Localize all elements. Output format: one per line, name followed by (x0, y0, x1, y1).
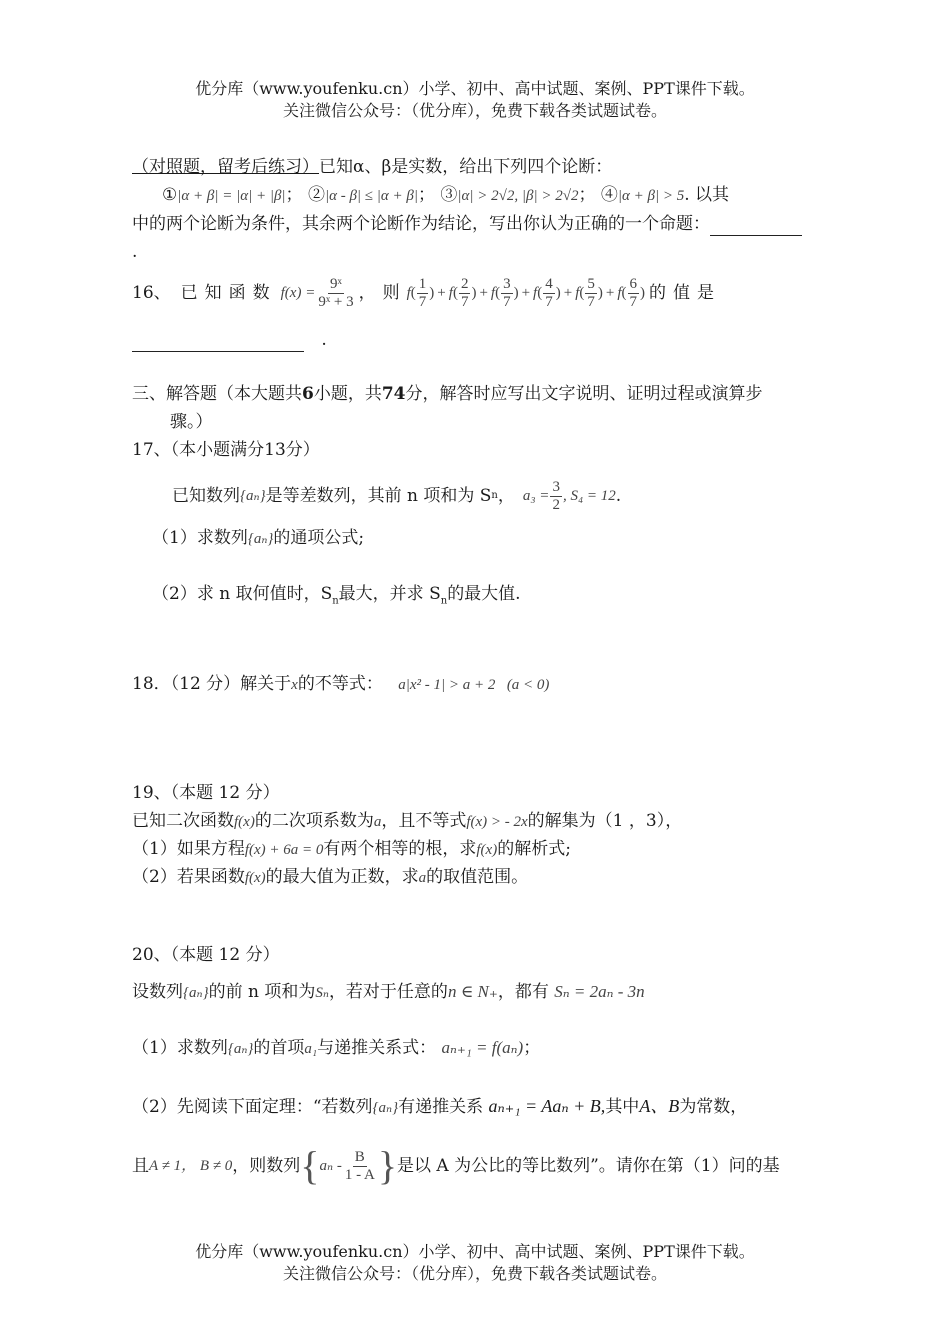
q18-condition: (a < 0) (506, 677, 550, 693)
page-footer (0, 1241, 950, 1285)
q16-tail: 的值是 (649, 283, 721, 303)
q16-term-numerator: 4 (545, 275, 553, 292)
q16-term-fraction (585, 276, 597, 311)
q17-stmt-b: 是等差数列，其前 n 项和为 S (265, 486, 492, 506)
q19-l1-a: 已知二次函数 (132, 811, 234, 831)
q16-line-2 (132, 328, 884, 352)
left-brace-icon: { (300, 1143, 320, 1188)
q16-number: 16、 (132, 283, 171, 303)
q17-p2-a: （2）求 n 取何值时，S (152, 584, 333, 604)
q15-line-2 (132, 183, 884, 208)
q19-l3-a-var: a (418, 870, 427, 886)
q18-b: 的不等式： (297, 674, 383, 694)
q16-term-denominator: 7 (545, 293, 553, 310)
q17-a3-numerator: 3 (552, 478, 560, 495)
q20-l4-b: ，则数列 (232, 1156, 301, 1176)
right-brace-icon: } (377, 1143, 398, 1188)
q16-term-numerator: 6 (629, 275, 637, 292)
q16-term-function: f (617, 285, 622, 301)
q18-variable: x (291, 677, 298, 693)
q16-term-close-paren: ) (555, 285, 561, 301)
q15-statement-4-number: ④ (600, 185, 618, 205)
q15-sep-3: ； (578, 185, 596, 205)
q16-term-fraction (501, 276, 513, 311)
q16-term-denominator: 7 (418, 293, 427, 310)
q20-l2-d: ； (523, 1038, 541, 1058)
q17-s4: , S₄ = 12 (562, 488, 616, 504)
q17-a3-denominator: 2 (552, 496, 560, 513)
q16-term-close-paren: ) (471, 285, 477, 301)
q20-line-1 (132, 980, 884, 1005)
q15-sep-1: ； (285, 185, 303, 205)
q16-term-close-paren: ) (429, 285, 435, 301)
q19-a: a (373, 814, 382, 830)
q20-constants: A、B (639, 1096, 680, 1116)
q16-term-open-paren: ( (452, 285, 458, 301)
q15-answer-blank (710, 215, 802, 236)
q19-l3-fx: f(x) (244, 870, 266, 886)
q15-statement-2-number: ② (307, 185, 325, 205)
header-line-1: 优分库（www.youfenku.cn）小学、初中、高中试题、案例、PPT课件下载。 (195, 79, 755, 98)
q16-plus-sign: + (563, 285, 573, 301)
q15-statement-3: |α| > 2√2, |β| > 2√2 (457, 188, 579, 204)
q20-nset: n ∈ N₊ (447, 982, 498, 1001)
q19-line-1 (132, 809, 884, 834)
q15-intro: 已知α、β是实数，给出下列四个论断： (319, 157, 613, 177)
q20-l2-sequence: {aₙ} (227, 1041, 254, 1057)
section3-points: 74 (381, 384, 406, 404)
q20-l1-d: ，都有 (497, 982, 549, 1002)
q17-stmt-a: 已知数列 (172, 486, 240, 506)
q19-l3-a: （2）若果函数 (132, 867, 245, 887)
header-line-2: 关注微信公众号：（优分库），免费下载各类试题试卷。 (282, 101, 667, 120)
q16-term-fraction (628, 276, 640, 311)
q17-sequence: {aₙ} (240, 488, 266, 504)
q15-statement-1-number: ① (162, 185, 178, 205)
q19-line-2 (132, 837, 884, 862)
q16-lead: 已知函数 (180, 283, 277, 303)
q17-a3: a₃ = (522, 488, 550, 504)
q19-equation: f(x) + 6a = 0 (244, 842, 324, 858)
q20-an-minus: aₙ - (319, 1158, 342, 1174)
q15-statement-3-number: ③ (440, 185, 458, 205)
footer-line-2: 关注微信公众号：（优分库），免费下载各类试题试卷。 (282, 1264, 667, 1283)
q20-l3-a: （2）先阅读下面定理：“若数列 (132, 1097, 373, 1117)
q17-part-1 (132, 526, 884, 551)
q18-inequality: a|x² - 1| > a + 2 (398, 677, 496, 693)
q18-a: 18．（12 分）解关于 (132, 674, 292, 694)
section3-count: 6 (302, 384, 314, 404)
q16-plus-sign: + (479, 285, 488, 301)
q15-statement-2: |α - β| ≤ |α + β| (324, 188, 418, 204)
q20-l2-c: 与递推关系式： (317, 1038, 437, 1058)
q20-l3-d: 为常数， (679, 1097, 748, 1117)
q19-l1-b: 的二次项系数为 (254, 811, 374, 831)
q16-term-numerator: 1 (418, 275, 427, 292)
q16-fraction-numerator: 9ˣ (330, 275, 342, 292)
q16-end: . (321, 330, 327, 350)
q15-tail: . 以其 (684, 185, 730, 205)
q16-term-fraction (543, 276, 555, 311)
q15-line-1 (132, 155, 884, 179)
q16-term-open-paren: ( (621, 285, 627, 301)
q15-sep-2: ； (418, 185, 435, 205)
q19-fx: f(x) (234, 814, 255, 830)
q15-statement-4: |α + β| > 5 (617, 188, 685, 204)
q19-l3-c: 的取值范围。 (426, 867, 529, 887)
q16-term-function: f (406, 285, 411, 301)
q16-term-function: f (448, 285, 453, 301)
q16-term-open-paren: ( (495, 285, 501, 301)
q15-statement-1: |α + β| = |α| + |β| (177, 188, 286, 204)
q16-term-open-paren: ( (410, 285, 416, 301)
q17-a3-fraction (550, 479, 562, 514)
q20-sn: Sₙ (315, 985, 329, 1001)
q17-p2-b: 最大，并求 S (338, 584, 441, 604)
q20-sequence: {aₙ} (183, 985, 209, 1001)
q16-term-numerator: 5 (587, 275, 595, 292)
q16-plus-sign: + (521, 285, 531, 301)
q16-term-denominator: 7 (460, 293, 469, 310)
q19-l1-d: 的解集为（1 ，3）， (527, 811, 683, 831)
q19-l2-b: 有两个相等的根，求 (323, 839, 477, 859)
q19-l3-b: 的最大值为正数，求 (265, 867, 419, 887)
q17-p1-b: 的通项公式; (273, 528, 365, 548)
q17-p1-a: （1）求数列 (152, 528, 248, 548)
q16-plus-sign: + (437, 285, 446, 301)
q20-l2-b: 的首项 (253, 1038, 305, 1058)
q20-l1-a: 设数列 (132, 982, 183, 1002)
section3-line-1 (132, 382, 884, 406)
q20-l4-a: 且 (132, 1156, 149, 1176)
q16-term-close-paren: ) (640, 285, 645, 301)
q20-theorem-relation: aₙ₊₁ = Aaₙ + B, (488, 1096, 606, 1116)
q20-l4-c: 是以 A 为公比的等比数列”。请你在第（1）问的基 (397, 1156, 780, 1176)
q19-l2-fx: f(x) (476, 842, 498, 858)
q20-line-4 (132, 1142, 884, 1190)
q15-conclusion: 中的两个论断为条件，其余两个论断作为结论，写出你认为正确的一个命题： (132, 214, 710, 234)
q20-title: 20、（本题 12 分） (132, 945, 280, 965)
q16-term-denominator: 7 (629, 293, 637, 310)
q20-l1-b: 的前 n 项和为 (208, 982, 316, 1002)
q16-sum-expression (407, 276, 645, 311)
q20-a1: a₁ (304, 1041, 318, 1057)
q16-term-denominator: 7 (587, 293, 595, 310)
q19-line-3 (132, 865, 884, 890)
q16-term-denominator: 7 (503, 293, 511, 310)
q15-end: . (132, 242, 138, 262)
section3-text-b: 小题，共 (313, 384, 382, 404)
q16-plus-sign: + (605, 285, 615, 301)
q16-line-1 (132, 270, 884, 316)
section3-text-c: 分，解答时应写出文字说明、证明过程或演算步 (405, 384, 763, 404)
q20-l3-c: 其中 (605, 1097, 640, 1117)
q20-l3-sequence: {aₙ} (372, 1100, 399, 1116)
q17-title: 17、（本小题满分13分） (132, 440, 320, 460)
q16-term-function: f (490, 285, 496, 301)
q20-l1-c: ，若对于任意的 (328, 982, 448, 1002)
q20-relation: Sₙ = 2aₙ - 3n (554, 982, 645, 1001)
footer-line-1: 优分库（www.youfenku.cn）小学、初中、高中试题、案例、PPT课件下载。 (195, 1242, 755, 1261)
q20-l2-a: （1）求数列 (132, 1038, 228, 1058)
q16-term-fraction (417, 276, 429, 311)
section3-text-a: 三、解答题（本大题共 (132, 384, 302, 404)
q16-term-close-paren: ) (597, 285, 603, 301)
q20-fraction (343, 1149, 377, 1184)
q16-term-open-paren: ( (579, 285, 585, 301)
q16-mid: ，则 (358, 283, 407, 303)
q19-l2-a: （1）如果方程 (132, 839, 245, 859)
q19-l2-c: 的解析式; (497, 839, 571, 859)
q17-part-2: （2）求 n 取何值时，$S_n$最大，并求 $S_n$的最大值. (152, 584, 521, 607)
q16-term-numerator: 3 (503, 275, 511, 292)
q20-recurrence: aₙ₊₁ = f(aₙ) (441, 1038, 524, 1057)
q15-tag: （对照题，留考后练习） (132, 157, 319, 177)
q20-line-2 (132, 1036, 884, 1061)
q16-term-numerator: 2 (460, 275, 469, 292)
q19-title: 19、（本题 12 分） (132, 783, 280, 803)
section3-line-2: 骤。） (170, 412, 213, 432)
q20-l3-b: 有递推关系 (398, 1097, 484, 1117)
q16-function-name: f(x) = (280, 285, 316, 301)
q18-line (132, 672, 884, 697)
q16-term-open-paren: ( (537, 285, 543, 301)
q20-line-3 (132, 1094, 884, 1120)
q20-fraction-numerator: B (354, 1148, 365, 1165)
q17-statement: 已知数列 {aₙ} 是等差数列，其前 n 项和为 S n ， a₃ = $\frac{3}{2}$ , S₄ = 12 . (172, 478, 622, 513)
q19-l1-c: ，且不等式 (381, 811, 467, 831)
q16-term-close-paren: ) (513, 285, 519, 301)
q20-condition: A ≠ 1， B ≠ 0 (149, 1158, 233, 1174)
q17-stmt-c: ， (497, 486, 515, 506)
q19-inequality: f(x) > - 2x (466, 814, 528, 830)
q16-term-fraction (459, 276, 471, 311)
q20-fraction-denominator: 1 - A (344, 1166, 375, 1183)
q16-term-function: f (533, 285, 538, 301)
q16-answer-blank (132, 331, 304, 352)
q15-line-3 (132, 212, 884, 236)
q16-fraction-denominator: 9ˣ + 3 (318, 293, 354, 310)
q17-p1-sequence: {aₙ} (247, 531, 274, 547)
q17-end: . (615, 486, 622, 506)
q16-function-fraction (316, 276, 355, 311)
page-header (0, 78, 950, 122)
q17-p2-c: 的最大值. (447, 584, 521, 604)
q16-term-function: f (575, 285, 580, 301)
